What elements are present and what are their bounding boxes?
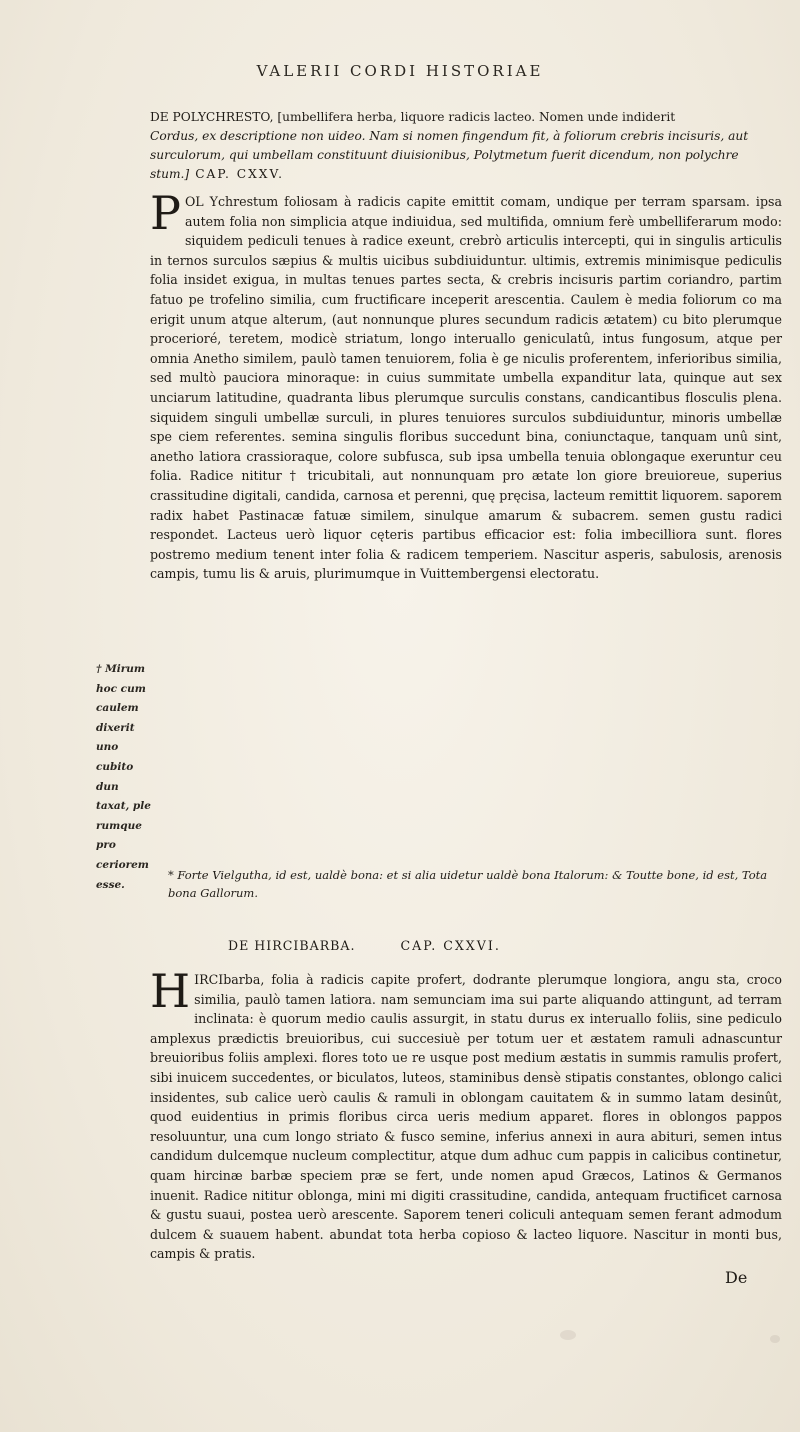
section1-title-line: stum.] [150, 167, 190, 181]
section1-title-line: DE POLYCHRESTO, [umbellifera herba, liquore radicis lacteo. Nomen unde indiderit [150, 110, 676, 124]
section2-heading: DE HIRCIBARBA. [228, 938, 356, 953]
footnote: * Forte Vielgutha, id est, ualdè bona: et si alia uidetur ualdè bona Italorum: & Toutte bone, id est, Tota bona Gallorum. [168, 868, 768, 900]
running-head: VALERII CORDI HISTORIAE [256, 62, 544, 80]
section1-title-line: surculorum, qui umbellam constituunt diuisionibus, Polytmetum fuerit dicendum, non polychre [150, 148, 739, 162]
section1-body-text: OL Ychrestum foliosam à radicis capite emittit comam, undique per terram sparsam. ipsa autem folia non simplicia atque indiuidua, sed multifida, omnium ferè umbelliferarum modo: siquidem pediculi tenues à radice exeunt, crebrò articulis intercepti, qui in singulis articulis in ternos surculos sæpius & multis uicibus subdiuiduntur. ultimis, extremis minimisque pediculis folia insidet exigua, in multas tenues partes secta, & crebris incisuris partim coriandro, partim fatuo pe trofelino similia, cum fructificare inceperit arescentia. Caulem è media foliorum co ma erigit unum atque alterum, (aut nonnunque plures secundum radicis ætatem) cu bito plerumque procerioré, teretem, modicè striatum, longo interuallo geniculatû, intus fungosum, atque per omnia Anetho similem, paulò tamen tenuiorem, folia è ge niculis proferentem, inferioribus similia, sed multò pauciora minoraque: in cuius summitate umbella expanditur lata, quinque aut sex unciarum latitudine, quadranta libus plerumque surculis constans, candicantibus flosculis plena. siquidem singuli umbellæ surculi, in plures tenuiores surculos subdiuiduntur, minoris umbellæ spe ciem referentes. semina singulis floribus succedunt bina, coniunctaque, tanquam unû sint, anetho latiora crassioraque, colore subfusca, sub ipsa umbella tenuia oblongaque exeruntur ceu folia. Radice nititur † tricubitali, aut nonnunquam pro ætate lon giore breuioreue, superius crassitudine digitali, candida, carnosa et perenni, quę pręcisa, lacteum remittit liquorem. saporem radix habet Pastinacæ fatuæ similem, sinulque amarum & subacrem. semen gustu radici respondet. Lacteus uerò liquor cęteris partibus efficacior est: folia imbecilliora sunt. flores postremo medium tenent inter folia & radicem temperiem. Nascitur asperis, sabulosis, arenosis campis, tumu lis & aruis, plurimumque in Vuittembergensi electoratu. [150, 194, 782, 582]
section1-dropcap: P [150, 186, 181, 240]
catchword: De [725, 1268, 748, 1287]
section1-chapter-number: CAP. CXXV. [195, 167, 285, 181]
section2-body-text: IRCIbarba, folia à radicis capite profert, dodrante plerumque longiora, angu sta, croco similia, paulò tamen latiora. nam semunciam ima sui parte aliquando attingunt, ad terram inclinata: è quorum medio caulis assurgit, in statu durus ex interuallo foliis, sine pediculo amplexus prædictis breuioribus, cui succesiuè per totum uer et æstatem ramuli adnascuntur breuioribus foliis amplexi. flores toto ue re usque post medium æstatis in summis ramulis profert, sibi inuicem succedentes, or biculatos, luteos, staminibus densè stipatis constantes, oblongo calici insidentes, sub calice uerò caulis & ramuli in oblongam cauitatem & in summo latam desinût, quod euidentius in primis floribus circa ueris medium apparet. flores in oblongos pappos resoluuntur, una cum longo striato & fusco semine, inferius annexi in aura abituri, semen intus candidum dulcemque nucleum complectitur, atque dum adhuc cum pappis in calicibus continetur, quam hircinæ barbæ speciem præ se fert, unde nomen apud Græcos, Latinos & Germanos inuenit. Radice nititur oblonga, mini mi digiti crassitudine, candida, antequam fructificet carnosa & gustu suaui, postea uerò arescente. Saporem teneri coliculi antequam semen ferant admodum dulcem & suauem habent. abundat tota herba copioso & lacteo liquore. Nascitur in monti bus, campis & pratis. [150, 972, 782, 1262]
ink-smudge [770, 1335, 780, 1343]
section1-body [150, 186, 782, 584]
section2-body [150, 964, 782, 1264]
section2-chapter-number: CAP. CXXVI. [400, 938, 501, 953]
section1-title [150, 108, 790, 184]
section2-dropcap: H [150, 964, 191, 1018]
ink-smudge [560, 1330, 576, 1340]
section1-title-line: Cordus, ex descriptione non uideo. Nam si nomen fingendum fit, à foliorum crebris incisuris, aut [150, 129, 749, 143]
margin-note: † Mirum hoc cum caulem dixerit uno cubito dun taxat, ple rumque pro ceriorem esse. [96, 663, 151, 891]
section2-title [228, 936, 788, 955]
